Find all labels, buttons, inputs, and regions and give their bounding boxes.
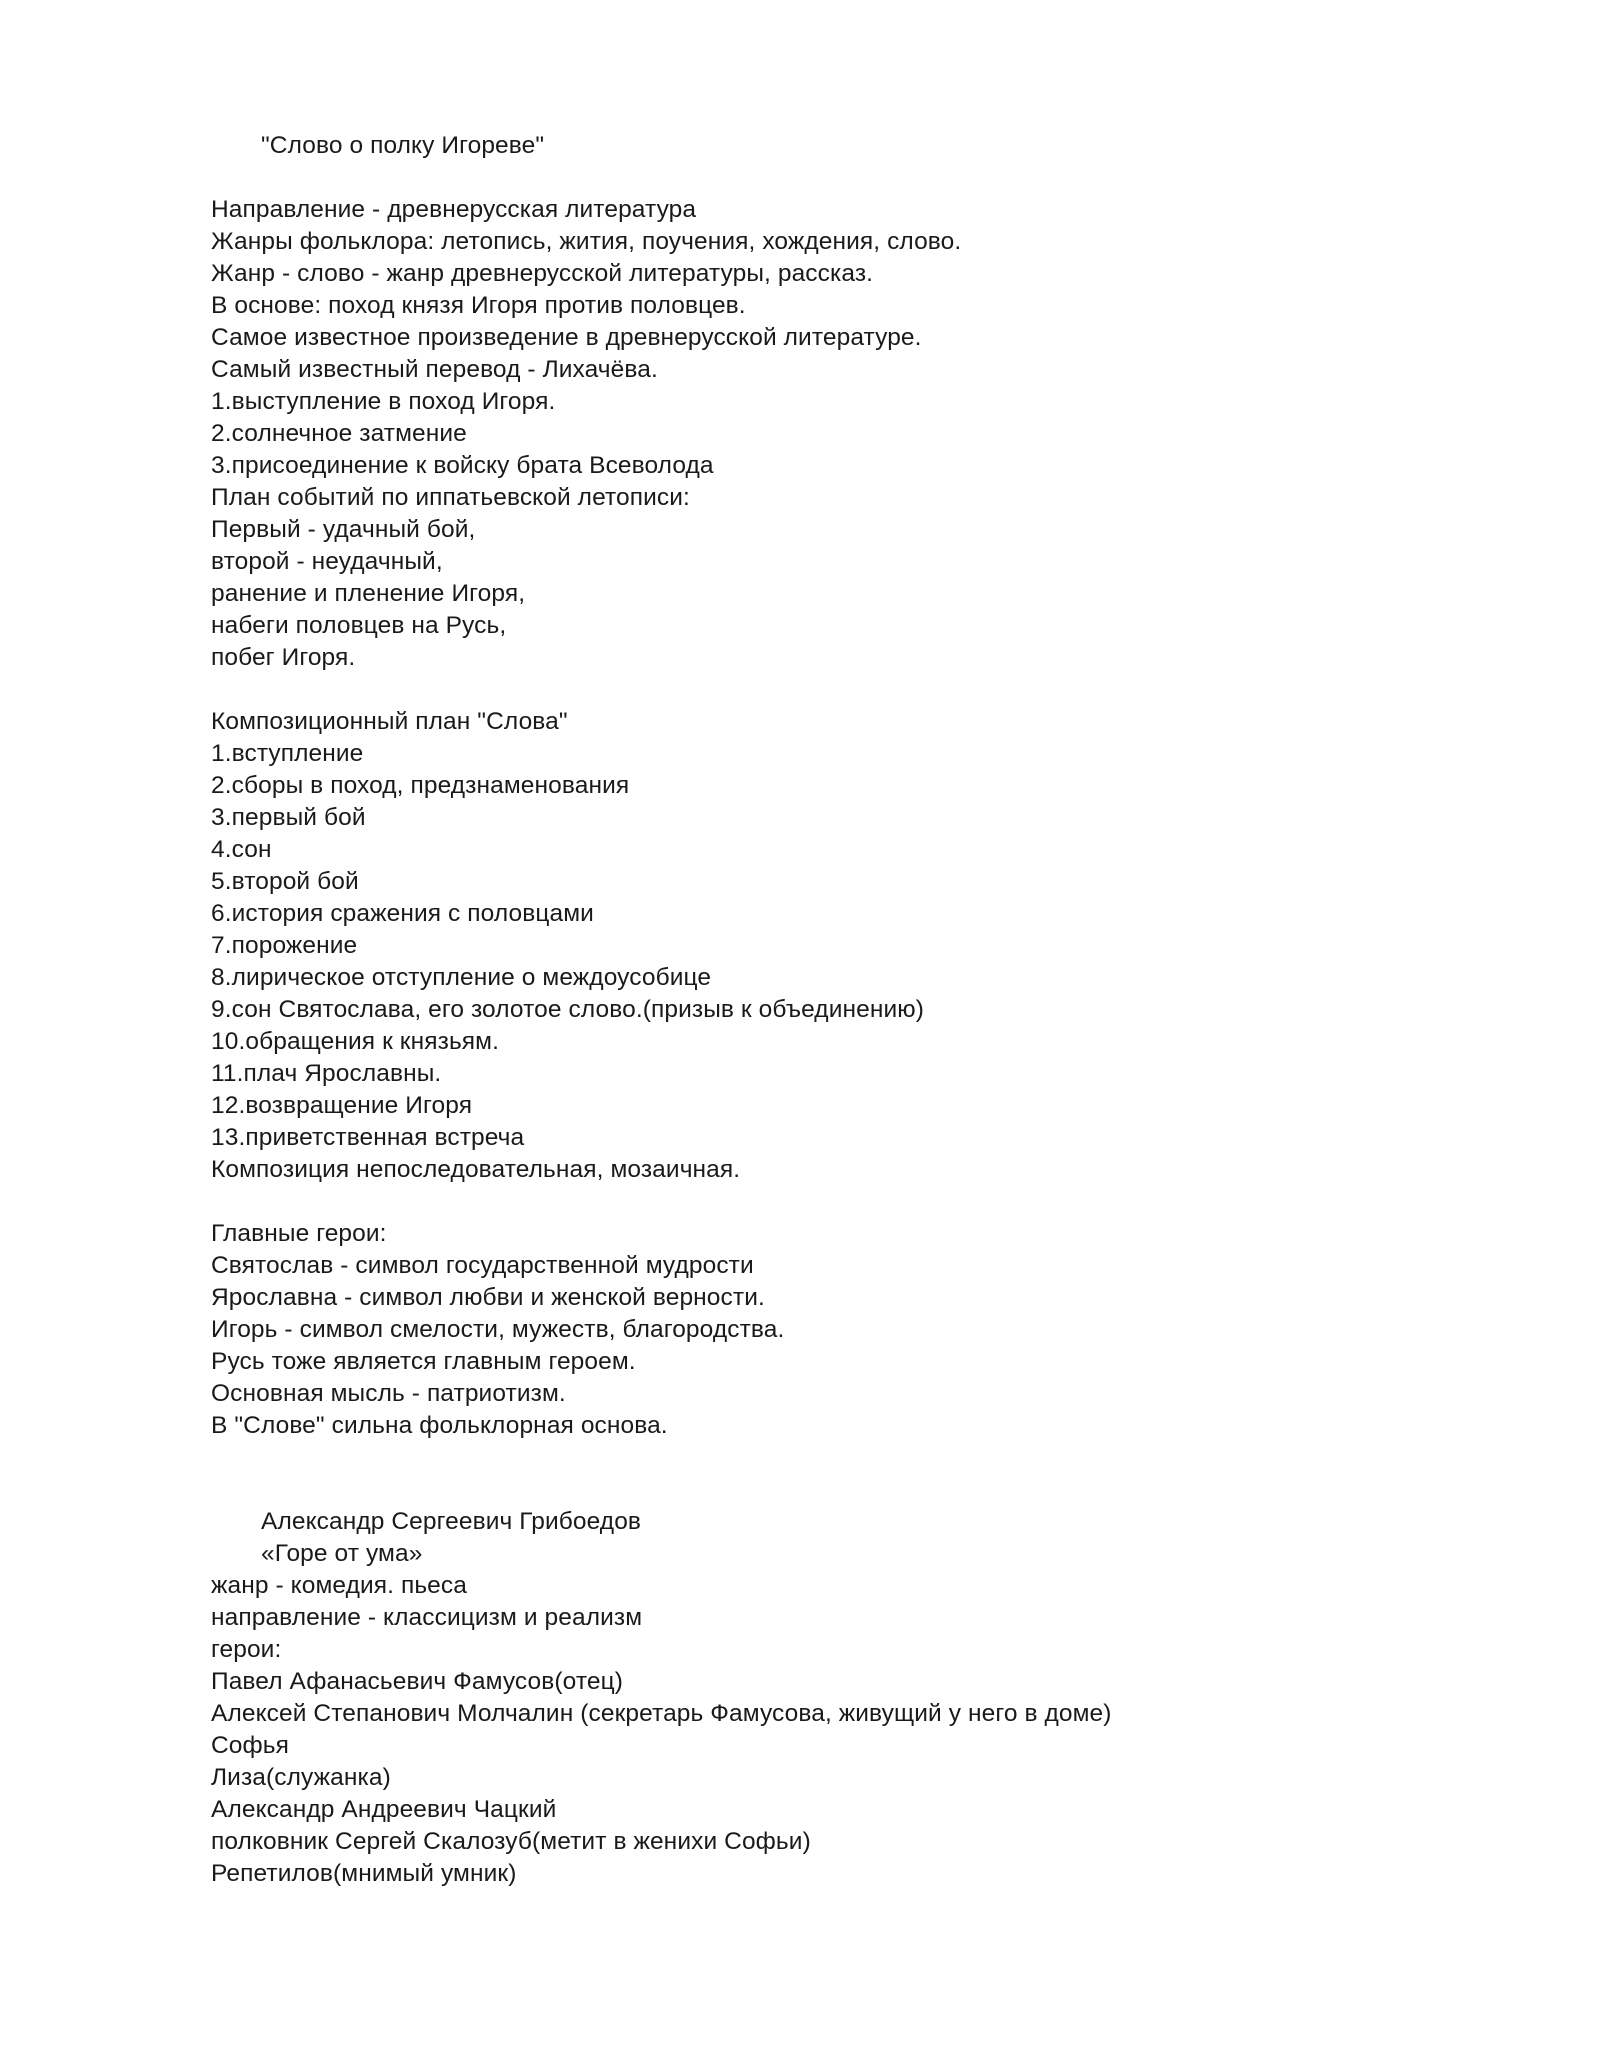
text-line: 1.выступление в поход Игоря. bbox=[211, 388, 556, 415]
spacer bbox=[211, 674, 1461, 706]
text-line: 1.вступление bbox=[211, 740, 364, 767]
text-line: второй - неудачный, bbox=[211, 548, 443, 575]
text-line: Жанр - слово - жанр древнерусской литературы, рассказ. bbox=[211, 260, 874, 287]
text-line: Первый - удачный бой, bbox=[211, 516, 476, 543]
text-line: 12.возвращение Игоря bbox=[211, 1092, 473, 1119]
text-line: Самый известный перевод - Лихачёва. bbox=[211, 356, 658, 383]
heroes-heading: Главные герои: bbox=[211, 1220, 387, 1247]
text-line: 5.второй бой bbox=[211, 868, 359, 895]
text-line: Софья bbox=[211, 1732, 290, 1759]
text-line: Направление - древнерусская литература bbox=[211, 196, 697, 223]
text-line: направление - классицизм и реализм bbox=[211, 1604, 643, 1631]
composition-heading: Композиционный план "Слова" bbox=[211, 708, 568, 735]
author-name: Александр Сергеевич Грибоедов bbox=[261, 1508, 642, 1535]
section-title-slovo: "Слово о полку Игореве" bbox=[261, 132, 545, 159]
text-line: 2.сборы в поход, предзнаменования bbox=[211, 772, 630, 799]
spacer bbox=[211, 162, 1461, 194]
text-line: Игорь - символ смелости, мужеств, благородства. bbox=[211, 1316, 785, 1343]
text-line: 13.приветственная встреча bbox=[211, 1124, 525, 1151]
text-line: Русь тоже является главным героем. bbox=[211, 1348, 636, 1375]
text-line: В основе: поход князя Игоря против половцев. bbox=[211, 292, 746, 319]
text-line: 3.первый бой bbox=[211, 804, 366, 831]
text-line: Святослав - символ государственной мудрости bbox=[211, 1252, 754, 1279]
text-line: Павел Афанасьевич Фамусов(отец) bbox=[211, 1668, 623, 1695]
text-line: 2.солнечное затмение bbox=[211, 420, 467, 447]
intro-block bbox=[211, 194, 1461, 674]
text-line: 6.история сражения с половцами bbox=[211, 900, 594, 927]
text-line: 8.лирическое отступление о междоусобице bbox=[211, 964, 712, 991]
text-line: жанр - комедия. пьеса bbox=[211, 1572, 467, 1599]
text-line: Композиция непоследовательная, мозаичная. bbox=[211, 1156, 741, 1183]
text-line: Ярославна - символ любви и женской верности. bbox=[211, 1284, 765, 1311]
text-line: 3.присоединение к войску брата Всеволода bbox=[211, 452, 714, 479]
text-line: Основная мысль - патриотизм. bbox=[211, 1380, 566, 1407]
text-line: 7.порожение bbox=[211, 932, 358, 959]
text-line: Репетилов(мнимый умник) bbox=[211, 1860, 517, 1887]
text-line: Самое известное произведение в древнерусской литературе. bbox=[211, 324, 922, 351]
text-line: Лиза(служанка) bbox=[211, 1764, 391, 1791]
text-line: полковник Сергей Скалозуб(метит в женихи Софьи) bbox=[211, 1828, 811, 1855]
text-line: 4.сон bbox=[211, 836, 272, 863]
text-line: 10.обращения к князьям. bbox=[211, 1028, 500, 1055]
document-body bbox=[211, 130, 1461, 1890]
heroes-block bbox=[211, 1218, 1461, 1442]
text-line: Александр Андреевич Чацкий bbox=[211, 1796, 557, 1823]
gore-block bbox=[211, 1570, 1461, 1890]
text-line: 11.плач Ярославны. bbox=[211, 1060, 442, 1087]
spacer bbox=[211, 1442, 1461, 1506]
text-line: ранение и пленение Игоря, bbox=[211, 580, 526, 607]
section-title-gore: «Горе от ума» bbox=[261, 1540, 423, 1567]
composition-block bbox=[211, 706, 1461, 1186]
text-line: набеги половцев на Русь, bbox=[211, 612, 507, 639]
text-line: побег Игоря. bbox=[211, 644, 356, 671]
text-line: Жанры фольклора: летопись, жития, поучения, хождения, слово. bbox=[211, 228, 962, 255]
text-line: 9.сон Святослава, его золотое слово.(призыв к объединению) bbox=[211, 996, 924, 1023]
text-line: герои: bbox=[211, 1636, 282, 1663]
text-line: План событий по иппатьевской летописи: bbox=[211, 484, 690, 511]
spacer bbox=[211, 1186, 1461, 1218]
text-line: В "Слове" сильна фольклорная основа. bbox=[211, 1412, 668, 1439]
text-line: Алексей Степанович Молчалин (секретарь Фамусова, живущий у него в доме) bbox=[211, 1700, 1112, 1727]
